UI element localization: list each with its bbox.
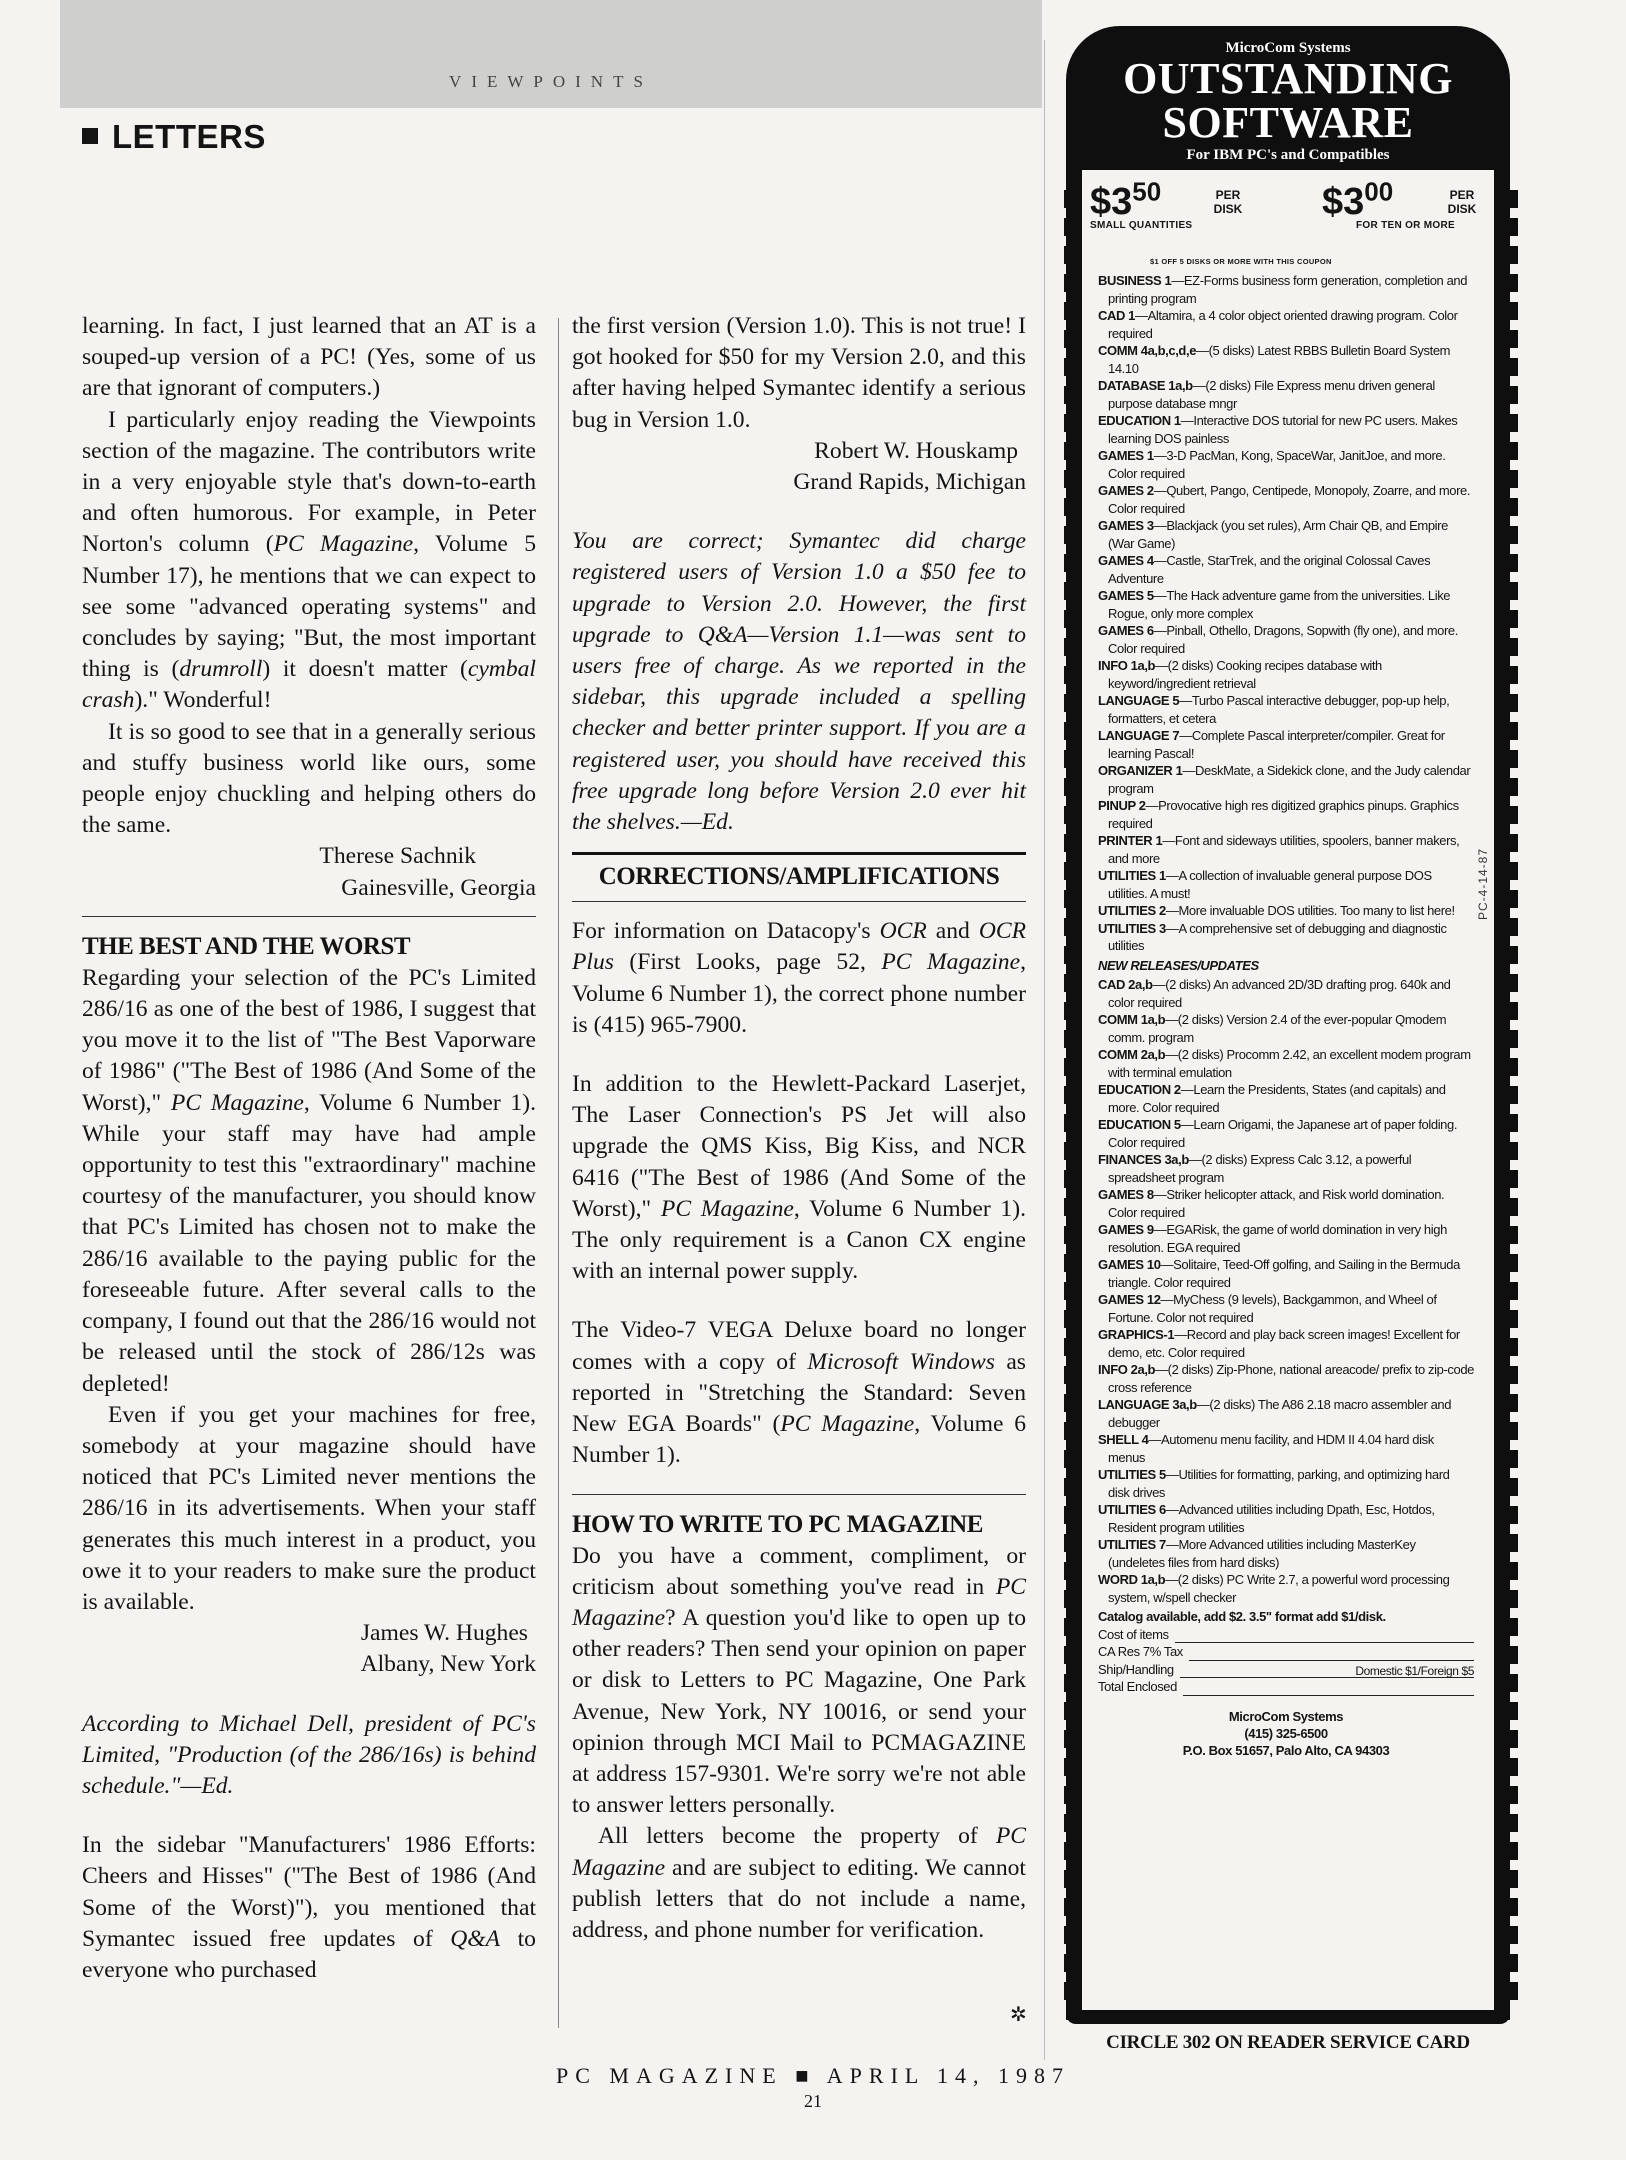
signature-name: Therese Sachnik <box>319 843 476 870</box>
product-item: GAMES 9—EGARisk, the game of world domination in very high resolution. EGA required <box>1098 1222 1447 1255</box>
signature-name: Robert W. Houskamp <box>814 437 1018 464</box>
ad-divider <box>1044 40 1045 2060</box>
ad-header <box>1066 26 1510 168</box>
page-number: 21 <box>804 2091 822 2111</box>
letter3-paragraph: In the sidebar "Manufacturers' 1986 Efforts: Cheers and Hisses" ("The Best of 1986 (And Some of the Worst)"), you mentioned that Symantec issued free updates of Q&A to everyone who purchased <box>82 1832 536 1983</box>
editor-reply: According to Michael Dell, president of PC's Limited, "Production (of the 286/16s) is behind schedule."—Ed. <box>82 1710 536 1799</box>
correction-paragraph: In addition to the Hewlett-Packard Laserjet, The Laser Connection's PS Jet will also upgrade the QMS Kiss, Big Kiss, and NCR 6416 ("The Best of 1986 (And Some of the Worst)," PC Magazine, Volume 6 Number 1). The only requirement is a Canon CX engine with an internal power supply. <box>572 1071 1026 1285</box>
signature-place: Gainesville, Georgia <box>341 874 536 901</box>
product-item: GAMES 1—3-D PacMan, Kong, SpaceWar, JanitJoe, and more. Color required <box>1098 448 1446 481</box>
ad-title-line1: OUTSTANDING <box>1123 54 1453 103</box>
section-rule <box>82 916 536 917</box>
product-item: CAD 2a,b—(2 disks) An advanced 2D/3D drafting prog. 640k and color required <box>1098 977 1451 1010</box>
product-item: ORGANIZER 1—DeskMate, a Sidekick clone, and the Judy calendar program <box>1098 763 1471 796</box>
order-line-shipping: Ship/Handling Domestic $1/Foreign $5 <box>1098 1661 1474 1678</box>
coupon-note: $1 OFF 5 DISKS OR MORE WITH THIS COUPON <box>1150 257 1332 266</box>
total-field[interactable] <box>1183 1681 1474 1696</box>
price-small-quantities: $\$3^{50}$ PER DISK SMALL QUANTITIES <box>1090 176 1243 231</box>
ad-contact: MicroCom Systems (415) 325-6500 P.O. Box 51657, Palo Alto, CA 94303 <box>1182 1708 1390 1758</box>
product-item: COMM 4a,b,c,d,e—(5 disks) Latest RBBS Bulletin Board System 14.10 <box>1098 343 1451 376</box>
product-item: GAMES 3—Blackjack (you set rules), Arm Chair QB, and Empire (War Game) <box>1098 518 1448 551</box>
catalog-note: Catalog available, add $2. 3.5" format add $1/disk. <box>1098 1609 1386 1624</box>
product-item: BUSINESS 1—EZ-Forms business form generation, completion and printing program <box>1098 273 1468 306</box>
howto-paragraph: Do you have a comment, compliment, or criticism about something you've read in PC Magazine? A question you'd like to open up to other readers? Then send your opinion on paper or disk to Letters to PC Magazine, One Park Avenue, New York, NY 10016, or send your opinion through MCI Mail to PCMAGAZINE at address 157-9301. We're sorry we're not able to answer letters personally. <box>572 1542 1026 1819</box>
page-title: LETTERS <box>82 118 266 156</box>
product-list <box>1098 272 1474 1759</box>
new-releases-heading: NEW RELEASES/UPDATES <box>1098 957 1259 973</box>
column-divider <box>558 318 559 2028</box>
end-mark-icon: ✲ <box>1010 2004 1027 2026</box>
section-rule <box>572 1494 1026 1495</box>
tax-field[interactable] <box>1189 1646 1474 1661</box>
ad-subtitle: For IBM PC's and Compatibles <box>1186 147 1390 163</box>
product-item: UTILITIES 7—More Advanced utilities including MasterKey (undeletes files from hard disks) <box>1098 1537 1416 1570</box>
correction-paragraph: For information on Datacopy's OCR and OCR Plus (First Looks, page 52, PC Magazine, Volume 6 Number 1), the correct phone number is (415) 965-7900. <box>572 918 1026 1038</box>
section-rule <box>572 901 1026 902</box>
product-item: UTILITIES 6—Advanced utilities including Dpath, Esc, Hotdos, Resident program utilities <box>1098 1502 1435 1535</box>
product-item: GAMES 2—Qubert, Pango, Centipede, Monopoly, Zoarre, and more. Color required <box>1098 483 1471 516</box>
column-middle <box>572 311 1026 1946</box>
product-item: EDUCATION 1—Interactive DOS tutorial for new PC users. Makes learning DOS painless <box>1098 413 1458 446</box>
product-item: GAMES 6—Pinball, Othello, Dragons, Sopwith (fly one), and more. Color required <box>1098 623 1458 656</box>
ad-prices <box>1090 176 1490 256</box>
square-bullet-icon <box>82 128 98 144</box>
signature-place: Grand Rapids, Michigan <box>793 469 1026 496</box>
product-item: WORD 1a,b—(2 disks) PC Write 2.7, a powerful word processing system, w/spell checker <box>1098 1572 1450 1605</box>
shipping-field[interactable]: Domestic $1/Foreign $5 <box>1180 1663 1474 1678</box>
product-item: UTILITIES 5—Utilities for formatting, parking, and optimizing hard disk drives <box>1098 1467 1450 1500</box>
order-line-total: Total Enclosed <box>1098 1678 1474 1696</box>
coupon-border-right <box>1510 190 1518 2010</box>
section-heading: THE BEST AND THE WORST <box>82 932 411 960</box>
price-ten-or-more: $\$3^{00}$ PER DISK FOR TEN OR MORE <box>1322 176 1477 231</box>
product-item: PINUP 2—Provocative high res digitized graphics pinups. Graphics required <box>1098 798 1459 831</box>
product-item: GAMES 12—MyChess (9 levels), Backgammon, and Wheel of Fortune. Color not required <box>1098 1292 1437 1325</box>
ad-side-code: PC-4-14-87 <box>1476 847 1490 920</box>
reader-service-note: CIRCLE 302 ON READER SERVICE CARD <box>1106 2032 1470 2053</box>
signature-place: Albany, New York <box>360 1651 536 1678</box>
product-item: SHELL 4—Automenu menu facility, and HDM II 4.04 hard disk menus <box>1098 1432 1434 1465</box>
product-item: UTILITIES 1—A collection of invaluable general purpose DOS utilities. A must! <box>1098 868 1432 901</box>
product-item: FINANCES 3a,b—(2 disks) Express Calc 3.12, a powerful spreadsheet program <box>1098 1152 1412 1185</box>
letter2-paragraph: Regarding your selection of the PC's Limited 286/16 as one of the best of 1986, I suggest that you move it to the list of "The Best Vaporware of 1986" ("The Best of 1986 (And Some of the Worst)," PC Magazine, Volume 6 Number 1). While your staff may have had ample opportunity to test this "extraordinary" machine courtesy of the manufacturer, you should know that PC's Limited has chosen not to make the 286/16 available to the paying public for the foreseeable future. After several calls to the company, I found out that the 286/16 would not be released until the stock of 286/12s was depleted! <box>82 964 536 1397</box>
product-item: INFO 1a,b—(2 disks) Cooking recipes database with keyword/ingredient retrieval <box>1098 658 1382 691</box>
product-item: GAMES 5—The Hack adventure game from the universities. Like Rogue, only more complex <box>1098 588 1451 621</box>
section-rule <box>572 852 1026 855</box>
letter1-paragraph: learning. In fact, I just learned that an AT is a souped-up version of a PC! (Yes, some of us are that ignorant of computers.) <box>82 313 536 402</box>
coupon-border-left <box>1064 190 1072 2010</box>
product-item: PRINTER 1—Font and sideways utilities, spoolers, banner makers, and more <box>1098 833 1460 866</box>
letter1-paragraph: I particularly enjoy reading the Viewpoints section of the magazine. The contributors write in a very enjoyable style that's down-to-earth and often humorous. For example, in Peter Norton's column (PC Magazine, Volume 5 Number 17), he mentions that we can expect to see some "advanced operating systems" and concludes by saying; "But, the most important thing is (drumroll) it doesn't matter (cymbal crash)." Wonderful! <box>82 406 536 714</box>
product-item: COMM 2a,b—(2 disks) Procomm 2.42, an excellent modem program with terminal emulation <box>1098 1047 1471 1080</box>
correction-paragraph: The Video-7 VEGA Deluxe board no longer comes with a copy of Microsoft Windows as reported in "Stretching the Standard: Seven New EGA Boards" (PC Magazine, Volume 6 Number 1). <box>572 1317 1026 1469</box>
column-left <box>82 311 536 1986</box>
product-item: GAMES 8—Striker helicopter attack, and Risk world domination. Color required <box>1098 1187 1445 1220</box>
order-line-tax: CA Res 7% Tax <box>1098 1643 1474 1661</box>
product-item: UTILITIES 2—More invaluable DOS utilities. Too many to list here! <box>1098 903 1455 918</box>
ad-title-line2: SOFTWARE <box>1162 98 1414 147</box>
product-item: EDUCATION 5—Learn Origami, the Japanese art of paper folding. Color required <box>1098 1117 1458 1150</box>
product-item: GAMES 4—Castle, StarTrek, and the original Colossal Caves Adventure <box>1098 553 1431 586</box>
product-item: EDUCATION 2—Learn the Presidents, States (and capitals) and more. Color required <box>1098 1082 1446 1115</box>
section-label: VIEWPOINTS <box>449 72 653 91</box>
product-item: GRAPHICS-1—Record and play back screen images! Excellent for demo, etc. Color required <box>1098 1327 1460 1360</box>
section-heading: HOW TO WRITE TO PC MAGAZINE <box>572 1510 983 1538</box>
order-line-cost: Cost of items <box>1098 1626 1474 1644</box>
product-item: UTILITIES 3—A comprehensive set of debugging and diagnostic utilities <box>1098 920 1447 953</box>
product-item: GAMES 10—Solitaire, Teed-Off golfing, and Sailing in the Bermuda triangle. Color required <box>1098 1257 1460 1290</box>
product-item: INFO 2a,b—(2 disks) Zip-Phone, national areacode/ prefix to zip-code cross reference <box>1098 1362 1474 1395</box>
letter2-paragraph: Even if you get your machines for free, somebody at your magazine should have noticed that PC's Limited never mentions the 286/16 in its advertisements. When your staff generates this much interest in a product, you owe it to your readers to make sure the product is available. <box>82 1401 536 1615</box>
cost-field[interactable] <box>1175 1628 1474 1643</box>
product-item: DATABASE 1a,b—(2 disks) File Express menu driven general purpose database mngr <box>1098 378 1435 411</box>
product-item: LANGUAGE 3a,b—(2 disks) The A86 2.18 macro assembler and debugger <box>1098 1397 1452 1430</box>
ad-company: MicroCom Systems <box>1225 40 1351 56</box>
howto-paragraph: All letters become the property of PC Magazine and are subject to editing. We cannot publish letters that do not include a name, address, and phone number for verification. <box>572 1823 1026 1943</box>
signature-name: James W. Hughes <box>360 1620 528 1647</box>
letter1-paragraph: It is so good to see that in a generally serious and stuffy business world like ours, some people enjoy chuckling and helping others do the same. <box>82 718 536 839</box>
product-item: CAD 1—Altamira, a 4 color object oriented drawing program. Color required <box>1098 308 1458 341</box>
editor-reply: You are correct; Symantec did charge registered users of Version 1.0 a $50 fee to upgrade to Version 2.0. However, the first upgrade to Q&A—Version 1.1—was sent to users free of charge. As we reported in the sidebar, this upgrade included a spelling checker and better printer support. If you are a registered user, you should have received this free upgrade long before Version 2.0 ever hit the shelves.—Ed. <box>572 528 1026 836</box>
letter3-paragraph: the first version (Version 1.0). This is not true! I got hooked for $50 for my Version 2.0, and this after having helped Symantec identify a serious bug in Version 1.0. <box>572 313 1026 433</box>
product-item: LANGUAGE 5—Turbo Pascal interactive debugger, pop-up help, formatters, et cetera <box>1098 693 1450 726</box>
section-heading: CORRECTIONS/AMPLIFICATIONS <box>598 863 1000 891</box>
page-footer: PC MAGAZINE ■ APRIL 14, 1987 <box>555 2063 1071 2088</box>
product-item: LANGUAGE 7—Complete Pascal interpreter/compiler. Great for learning Pascal! <box>1098 728 1445 761</box>
product-item: COMM 1a,b—(2 disks) Version 2.4 of the ever-popular Qmodem comm. program <box>1098 1012 1447 1045</box>
coupon-border-bottom <box>1066 2010 1510 2020</box>
